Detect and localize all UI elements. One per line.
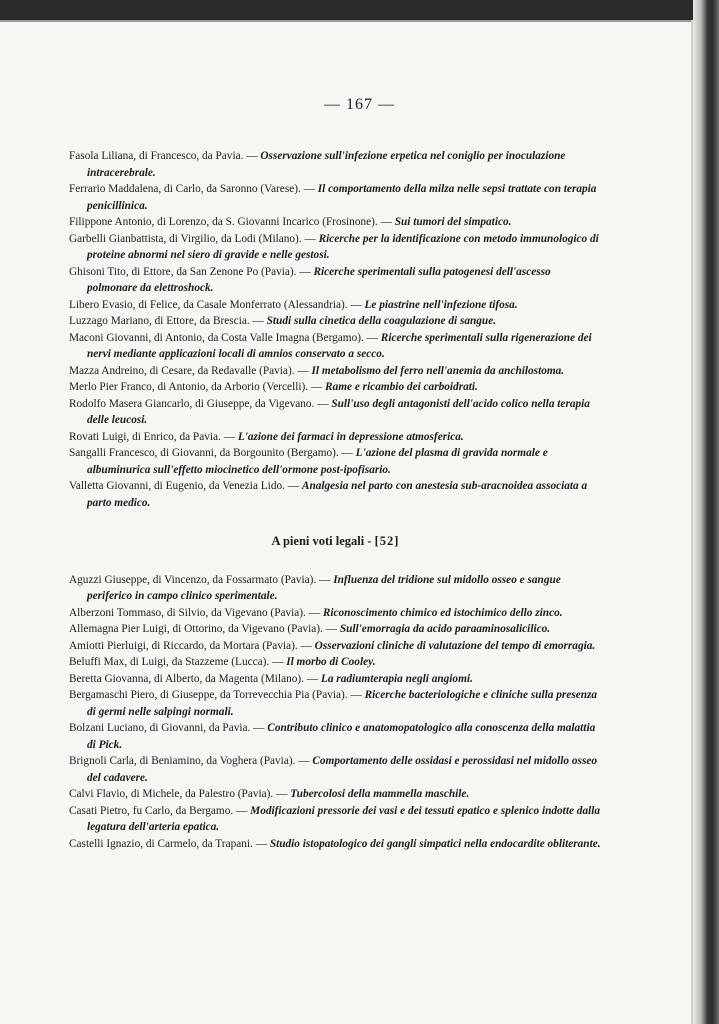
graduate-name: Luzzago Mariano, di Ettore, da Brescia. (69, 315, 250, 327)
dash-separator: — (366, 331, 378, 344)
graduate-name: Merlo Pier Franco, di Antonio, da Arborio (Vercelli). (69, 381, 309, 393)
dash-separator: — (341, 447, 353, 459)
graduates-list-bottom (69, 572, 602, 853)
thesis-entry (69, 363, 602, 380)
thesis-title: Modificazioni pressorie dei vasi e dei tessuti epatico e splenico indotte dalla legatura dell'arteria epatica. (87, 804, 601, 833)
scan-top-rule (0, 20, 719, 22)
book-spine (693, 0, 719, 1024)
dash-separator: — (300, 639, 312, 652)
graduate-name: Valletta Giovanni, di Eugenio, da Venezia Lido. (69, 480, 285, 492)
graduate-name: Alberzoni Tommaso, di Silvio, da Vigevano (Pavia). (69, 606, 306, 619)
dash-separator: — (253, 722, 265, 734)
dash-separator: — (223, 430, 235, 443)
thesis-entry (69, 214, 602, 231)
thesis-entry (69, 396, 602, 429)
thesis-entry (69, 313, 602, 330)
thesis-entry (69, 638, 602, 655)
thesis-title: Analgesia nel parto con anestesia sub-aracnoidea associata a parto medico. (87, 480, 588, 509)
thesis-title: Comportamento delle ossidasi e perossidasi nel midollo osseo del cadavere. (87, 755, 598, 784)
dash-separator: — (380, 216, 392, 228)
dash-separator: — (299, 265, 311, 278)
graduate-name: Maconi Giovanni, di Antonio, da Costa Valle Imagna (Bergamo). (69, 331, 364, 344)
dash-separator: — (308, 606, 321, 619)
dash-separator: — (287, 480, 300, 492)
thesis-title: Rame e ricambio dei carboidrati. (325, 381, 478, 393)
section-label: A pieni voti legali - (271, 534, 372, 548)
graduate-name: Rodolfo Masera Giancarlo, di Giuseppe, da Vigevano. (69, 397, 315, 410)
thesis-entry (69, 671, 602, 688)
graduate-name: Castelli Ignazio, di Carmelo, da Trapani. (69, 837, 253, 850)
dash-separator: — (325, 623, 337, 635)
dash-separator: — (306, 672, 319, 685)
dash-separator: — (236, 804, 248, 817)
thesis-title: Riconoscimento chimico ed istochimico dello zinco. (322, 606, 563, 619)
thesis-entry (69, 720, 602, 753)
thesis-entry (69, 572, 602, 605)
thesis-entry (69, 687, 602, 720)
thesis-title: L'azione del plasma di gravida normale e albuminurica sull'effetto miocinetico dell'ormone post-ipofisario. (87, 447, 548, 476)
graduate-name: Ghisoni Tito, di Ettore, da San Zenone Po (Pavia). (69, 265, 297, 278)
section-count: [52] (374, 534, 400, 548)
thesis-title: L'azione dei farmaci in depressione atmosferica. (237, 430, 464, 443)
thesis-entry (69, 330, 602, 363)
graduate-name: Bolzani Luciano, di Giovanni, da Pavia. (69, 722, 251, 734)
thesis-entry (69, 429, 602, 446)
graduate-name: Beluffi Max, di Luigi, da Stazzeme (Lucca). (69, 656, 270, 668)
thesis-entry (69, 621, 602, 638)
thesis-entry (69, 445, 602, 478)
thesis-title: Sull'emorragia da acido paraaminosalicilico. (339, 623, 551, 635)
thesis-title: Contributo clinico e anatomopatologico alla conoscenza della malattia di Pick. (87, 722, 596, 751)
dash-separator: — (304, 232, 316, 245)
dash-separator: — (252, 315, 264, 327)
graduate-name: Aguzzi Giuseppe, di Vincenzo, da Fossarmato (Pavia). (69, 573, 317, 586)
graduate-name: Sangalli Francesco, di Giovanni, da Borgounito (Bergamo). (69, 447, 339, 459)
page-number: — 167 — (324, 96, 395, 113)
thesis-title: Sull'uso degli antagonisti dell'acido colico nella terapia delle leucosi. (87, 397, 590, 426)
dash-separator: — (298, 755, 310, 767)
thesis-title: Ricerche bacteriologiche e cliniche sulla presenza di germi nelle salpingi normali. (87, 689, 598, 718)
graduate-name: Bergamaschi Piero, di Giuseppe, da Torrevecchia Pia (Pavia). (69, 689, 348, 701)
dash-separator: — (276, 788, 288, 800)
graduate-name: Garbelli Gianbattista, di Virgilio, da Lodi (Milano). (69, 232, 302, 245)
graduates-list-top (69, 148, 602, 511)
dash-separator: — (272, 656, 284, 668)
thesis-title: Il metabolismo del ferro nell'anemia da anchilostoma. (311, 364, 565, 377)
thesis-entry (69, 753, 602, 786)
graduate-name: Casati Pietro, fu Carlo, da Bergamo. (69, 804, 234, 817)
dash-separator: — (317, 397, 329, 410)
graduate-name: Allemagna Pier Luigi, di Ottorino, da Vigevano (Pavia). (69, 623, 323, 635)
page-content (69, 148, 602, 852)
thesis-title: Sui tumori del simpatico. (394, 216, 512, 228)
thesis-entry (69, 654, 602, 671)
graduate-name: Amiotti Pierluigi, di Riccardo, da Mortara (Pavia). (69, 639, 298, 652)
section-heading (69, 533, 602, 550)
graduate-name: Calvi Flavio, di Michele, da Palestro (Pavia). (69, 788, 274, 800)
thesis-title: La radiumterapia negli angiomi. (320, 672, 473, 685)
dash-separator: — (310, 381, 323, 393)
thesis-entry (69, 803, 602, 836)
thesis-entry (69, 786, 602, 803)
graduate-name: Ferrario Maddalena, di Carlo, da Saronno (Varese). (69, 183, 301, 195)
thesis-title: Osservazione sull'infezione erpetica nel coniglio per inoculazione intracerebrale. (87, 150, 566, 179)
thesis-entry (69, 231, 602, 264)
graduate-name: Brignoli Carla, di Beniamino, da Voghera (Pavia). (69, 755, 296, 767)
thesis-title: Il morbo di Cooley. (286, 656, 376, 668)
thesis-entry (69, 478, 602, 511)
thesis-entry (69, 181, 602, 214)
dash-separator: — (303, 183, 315, 195)
dash-separator: — (319, 573, 331, 586)
thesis-entry (69, 605, 602, 622)
thesis-title: Studi sulla cinetica della coagulazione di sangue. (266, 315, 497, 327)
dash-separator: — (350, 689, 362, 701)
thesis-entry (69, 836, 602, 853)
thesis-title: Studio istopatologico dei gangli simpatici nella endocardite obliterante. (269, 837, 601, 850)
thesis-title: Tubercolosi della mammella maschile. (290, 788, 470, 800)
dash-separator: — (255, 837, 267, 850)
thesis-title: Il comportamento della milza nelle sepsi trattate con terapia penicillinica. (87, 183, 597, 212)
graduate-name: Filippone Antonio, di Lorenzo, da S. Giovanni Incarico (Frosinone). (69, 216, 378, 228)
scan-top-border (0, 0, 719, 20)
thesis-entry (69, 264, 602, 297)
thesis-title: Osservazioni cliniche di valutazione del tempo di emorragia. (314, 639, 596, 652)
dash-separator: — (350, 298, 362, 311)
thesis-entry (69, 148, 602, 181)
graduate-name: Mazza Andreino, di Cesare, da Redavalle (Pavia). (69, 364, 295, 377)
graduate-name: Libero Evasio, di Felice, da Casale Monferrato (Alessandria). (69, 298, 348, 311)
thesis-entry (69, 297, 602, 314)
graduate-name: Fasola Liliana, di Francesco, da Pavia. (69, 150, 244, 162)
graduate-name: Rovati Luigi, di Enrico, da Pavia. (69, 430, 221, 443)
thesis-title: Influenza del tridione sul midollo osseo e sangue periferico in campo clinico sperimentale. (87, 573, 561, 602)
thesis-title: Ricerche sperimentali sulla rigenerazione dei nervi mediante applicazioni locali di amnios conservato a secco. (87, 331, 592, 360)
graduate-name: Beretta Giovanna, di Alberto, da Magenta (Milano). (69, 672, 304, 685)
thesis-entry (69, 379, 602, 396)
dash-separator: — (297, 364, 309, 377)
dash-separator: — (246, 150, 258, 162)
thesis-title: Le piastrine nell'infezione tifosa. (364, 298, 518, 311)
thesis-title: Ricerche sperimentali sulla patogenesi dell'ascesso polmonare da elettroshock. (87, 265, 551, 294)
thesis-title: Ricerche per la identificazione con metodo immunologico di proteine abnormi nel siero di gravide e nelle gestosi. (87, 232, 599, 261)
